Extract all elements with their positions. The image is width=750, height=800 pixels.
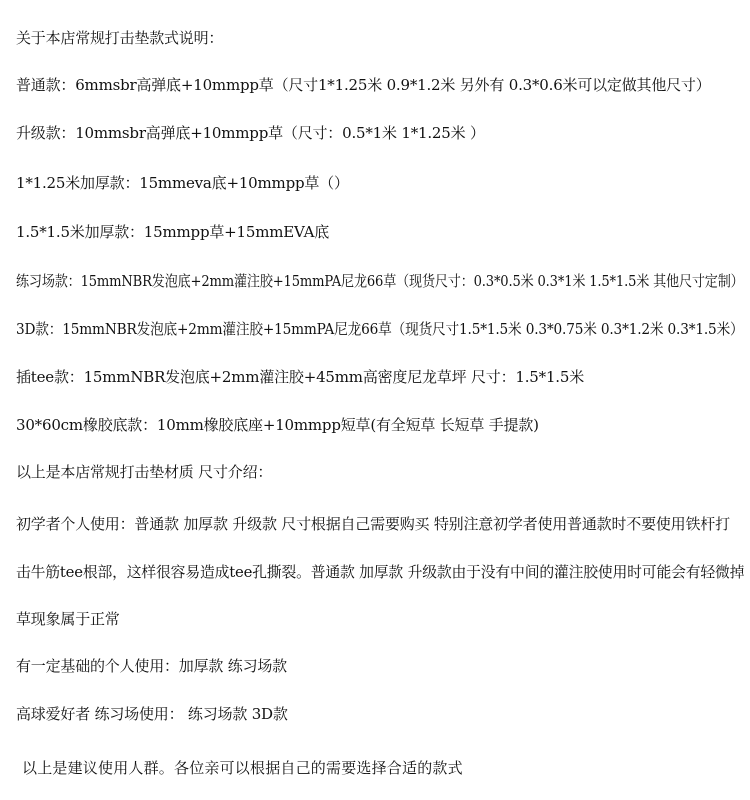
materials-summary-line: 以上是本店常规打击垫材质 尺寸介绍： <box>16 463 273 481</box>
enthusiast-usage-line: 高球爱好者 练习场使用： 练习场款 3D款 <box>16 705 288 723</box>
beginner-usage-line-2: 击牛筋tee根部，这样很容易造成tee孔撕裂。普通款 加厚款 升级款由于没有中间的灌注胶使用时可能会有轻微掉 <box>16 563 745 581</box>
upgraded-model-line: 升级款：10mmsbr高弹底+10mmpp草（尺寸：0.5*1米 1*1.25米 ） <box>16 124 485 142</box>
standard-model-line: 普通款：6mmsbr高弹底+10mmpp草（尺寸1*1.25米 0.9*1.2米 另外有 0.3*0.6米可以定做其他尺寸） <box>16 76 711 94</box>
beginner-usage-line-1: 初学者个人使用：普通款 加厚款 升级款 尺寸根据自己需要购买 特别注意初学者使用普通款时不要使用铁杆打 <box>16 515 730 533</box>
intermediate-usage-line: 有一定基础的个人使用：加厚款 练习场款 <box>16 657 287 675</box>
recommendation-summary-line: 以上是建议使用人群。各位亲可以根据自己的需要选择合适的款式 <box>22 759 463 777</box>
rubber-base-model-line: 30*60cm橡胶底款：10mm橡胶底座+10mmpp短草(有全短草 长短草 手提款) <box>16 416 539 434</box>
beginner-usage-line-3: 草现象属于正常 <box>16 610 120 628</box>
thick-model-1x1.25-line: 1*1.25米加厚款：15mmeva底+10mmpp草（） <box>16 174 349 192</box>
practice-range-model-line: 练习场款：15mmNBR发泡底+2mm灌注胶+15mmPA尼龙66草（现货尺寸：0.3*0.5米 0.3*1米 1.5*1.5米 其他尺寸定制） <box>16 272 744 290</box>
tee-model-line: 插tee款：15mmNBR发泡底+2mm灌注胶+45mm高密度尼龙草坪 尺寸：1.5*1.5米 <box>16 368 584 386</box>
thick-model-1.5x1.5-line: 1.5*1.5米加厚款：15mmpp草+15mmEVA底 <box>16 223 330 241</box>
intro-heading: 关于本店常规打击垫款式说明： <box>16 29 224 47</box>
3d-model-line: 3D款：15mmNBR发泡底+2mm灌注胶+15mmPA尼龙66草（现货尺寸1.5*1.5米 0.3*0.75米 0.3*1.2米 0.3*1.5米） <box>16 320 744 338</box>
